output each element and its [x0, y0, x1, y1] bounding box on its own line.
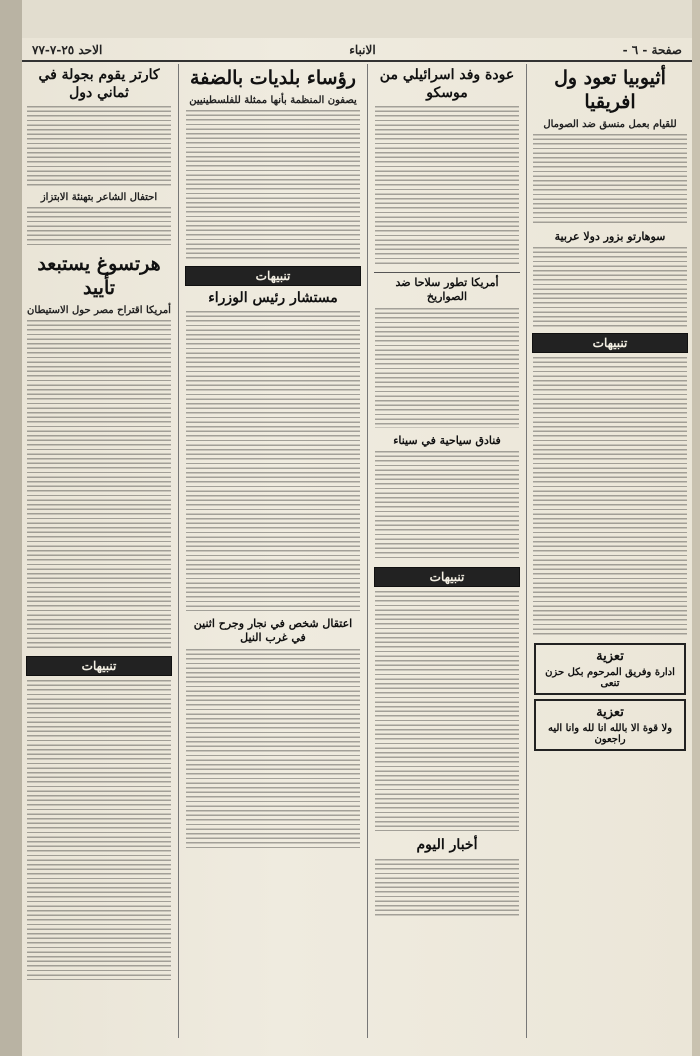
article-text [375, 591, 519, 831]
article-text [27, 320, 171, 650]
subheadline-municipal: يصفون المنظمة بأنها ممثلة للفلسطينيين [189, 94, 357, 106]
column-divider [367, 64, 368, 1038]
headline-news-today: أخبار اليوم [416, 837, 478, 854]
headline-advisor: مستشار رئيس الوزراء [208, 289, 338, 306]
ad-title: تعزية [596, 649, 624, 665]
thanks-ad [534, 699, 686, 751]
banner-tanmiyat: تنبيهات [532, 333, 688, 353]
condolence-ad [534, 643, 686, 695]
article-text [533, 357, 687, 637]
column-left [24, 64, 174, 1038]
headline-arrest: اعتقال شخص في نجار وجرح اثنين في غرب النيل [193, 617, 353, 644]
newspaper-name: الانباء [349, 43, 376, 57]
headline-suharto: سوهارتو بزور دولا عربية [554, 229, 666, 243]
ad-text: ولا قوة الا بالله انا لله وانا اليه راجعون [547, 723, 673, 746]
article-text [533, 247, 687, 327]
article-text [186, 311, 360, 611]
article-text [533, 134, 687, 224]
left-page-edge [0, 0, 22, 1056]
column-divider [178, 64, 179, 1038]
banner-tanmiyat: تنبيهات [26, 656, 172, 676]
issue-date: الاحد ٢٥-٧-٧٧ [32, 43, 103, 57]
article-text [27, 207, 171, 247]
ad-title: تعزية [596, 705, 624, 721]
headline-herzog: هرتسوغ يستبعد تأييد [37, 253, 161, 299]
ad-text: ادارة وفريق المرحوم بكل حزن تنعى [545, 667, 675, 690]
headline-municipal: رؤساء بلديات بالضفة [190, 67, 356, 89]
article-text [186, 649, 360, 849]
headline-defense: أمريكا تطور سلاحا ضد الصواريخ [395, 276, 499, 303]
article-text [27, 106, 171, 186]
page-top-margin [22, 0, 692, 38]
masthead [22, 40, 692, 62]
article-text [375, 106, 519, 266]
article-text [186, 110, 360, 260]
subheadline-herzog: أمريكا اقتراح مصر حول الاستيطان [27, 304, 171, 316]
article-text [375, 451, 519, 561]
column-divider [526, 64, 527, 1038]
column-center [183, 64, 363, 1038]
subheadline-africa: للقيام بعمل منسق ضد الصومال [543, 118, 677, 130]
headline-tourism: فنادق سياحية في سيناء [393, 433, 501, 447]
headline-africa: أثيوبيا تعود ول افريقيا [554, 67, 666, 113]
article-text [27, 680, 171, 980]
right-page-edge [692, 0, 700, 1056]
article-text [375, 308, 519, 428]
column-right [530, 64, 690, 1038]
banner-tanmiyat: تنبيهات [185, 266, 361, 286]
headline-delegation: عودة وفد اسرائيلي من موسكو [379, 67, 515, 101]
subheadline-carter: احتفال الشاعر بتهنئة الابتزاز [40, 192, 158, 203]
column-right-center [372, 64, 522, 1038]
banner-tanmiyat: تنبيهات [374, 567, 520, 587]
divider [374, 272, 520, 273]
page-number: صفحة - ٦ - [622, 43, 682, 57]
headline-carter: كارتر يقوم بجولة في ثماني دول [38, 67, 160, 101]
article-text [375, 859, 519, 919]
